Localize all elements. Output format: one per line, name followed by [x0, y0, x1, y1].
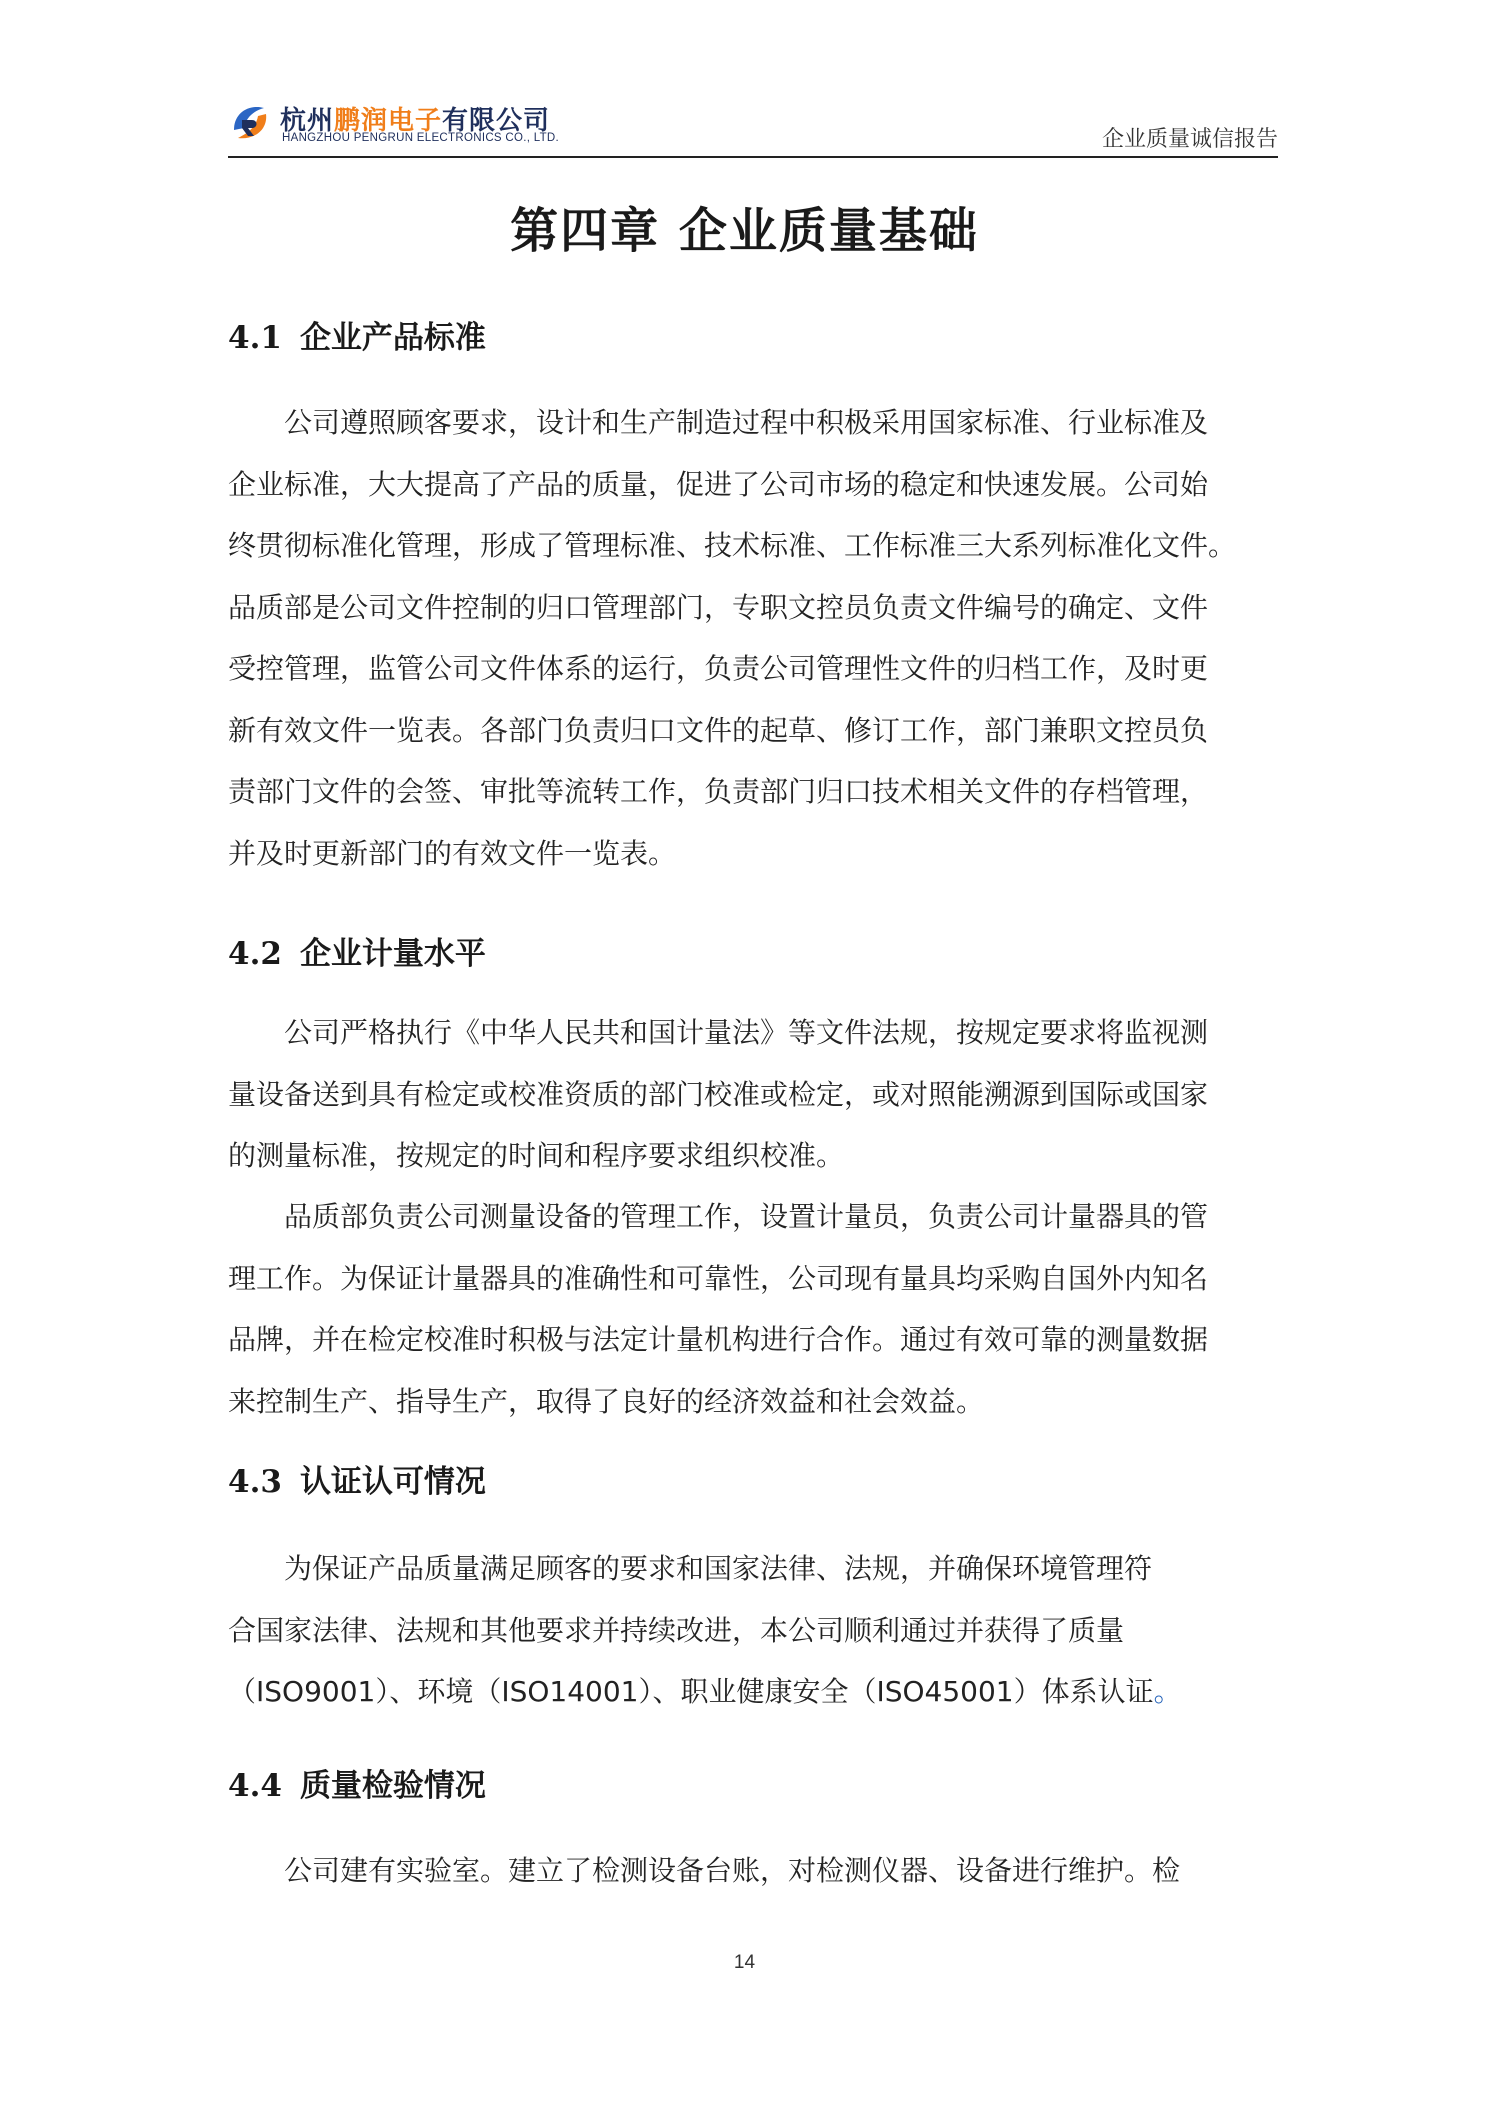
section-heading-4-1 [228, 312, 486, 357]
paragraph-line: 品质部负责公司测量设备的管理工作，设置计量员，负责公司计量器具的管 [284, 1200, 1209, 1233]
section-heading-4-2 [228, 928, 486, 973]
section-number: 4.3 [228, 1464, 282, 1500]
paragraph-line: 公司遵照顾客要求，设计和生产制造过程中积极采用国家标准、行业标准及 [284, 406, 1209, 439]
paragraph-line: 的测量标准，按规定的时间和程序要求组织校准。 [228, 1139, 845, 1172]
section-number: 4.1 [228, 320, 282, 356]
paragraph-line: 终贯彻标准化管理，形成了管理标准、技术标准、工作标准三大系列标准化文件。 [228, 529, 1237, 562]
trailing-period: 。 [1153, 1675, 1182, 1708]
paragraph-line: 受控管理，监管公司文件体系的运行，负责公司管理性文件的归档工作，及时更 [228, 652, 1209, 685]
paragraph-line: 并及时更新部门的有效文件一览表。 [228, 836, 677, 870]
certification-text: （ISO9001）、环境（ISO14001）、职业健康安全（ISO45001）体系认证 [228, 1675, 1154, 1708]
section-heading-4-3 [228, 1456, 486, 1501]
section-title: 企业产品标准 [299, 320, 486, 356]
paragraph-line: 责部门文件的会签、审批等流转工作，负责部门归口技术相关文件的存档管理， [228, 775, 1209, 808]
paragraph-line: 理工作。为保证计量器具的准确性和可靠性，公司现有量具均采购自国外内知名 [228, 1261, 1209, 1295]
paragraph-line: 合国家法律、法规和其他要求并持续改进，本公司顺利通过并获得了质量 [228, 1613, 1125, 1647]
section-4-2-paragraph-2 [228, 1186, 1278, 1432]
company-name-cn-part3: 有限公司 [442, 106, 551, 136]
page-header [228, 96, 1278, 158]
section-number: 4.2 [228, 936, 282, 972]
section-4-1-paragraph [228, 392, 1278, 884]
company-name-cn-part1: 杭州 [280, 106, 335, 136]
section-4-2-paragraph-1 [228, 1002, 1278, 1187]
section-title: 认证认可情况 [299, 1464, 486, 1500]
section-4-4-paragraph [228, 1840, 1278, 1902]
page-number: 14 [733, 1952, 756, 1973]
paragraph-line: 新有效文件一览表。各部门负责归口文件的起草、修订工作，部门兼职文控员负 [228, 713, 1209, 747]
paragraph-line: 公司严格执行《中华人民共和国计量法》等文件法规，按规定要求将监视测 [284, 1016, 1209, 1049]
paragraph-line: 量设备送到具有检定或校准资质的部门校准或检定，或对照能溯源到国际或国家 [228, 1077, 1209, 1111]
company-logo-icon [228, 100, 272, 144]
report-title: 企业质量诚信报告 [1101, 127, 1278, 152]
company-name-cn-part2: 鹏润电子 [334, 106, 443, 136]
section-4-3-paragraph [228, 1538, 1278, 1723]
company-name-en: HANGZHOU PENGRUN ELECTRONICS CO., LTD. [282, 132, 559, 144]
paragraph-line: 公司建有实验室。建立了检测设备台账，对检测仪器、设备进行维护。检 [284, 1854, 1181, 1887]
section-heading-4-4 [228, 1760, 486, 1805]
section-title: 企业计量水平 [299, 936, 486, 972]
header-divider [228, 156, 1278, 158]
section-title: 质量检验情况 [299, 1768, 486, 1804]
section-number: 4.4 [228, 1768, 282, 1804]
chapter-title: 第四章 企业质量基础 [510, 203, 979, 259]
paragraph-line: 品牌，并在检定校准时积极与法定计量机构进行合作。通过有效可靠的测量数据 [228, 1323, 1209, 1356]
paragraph-line: 企业标准，大大提高了产品的质量，促进了公司市场的稳定和快速发展。公司始 [228, 467, 1209, 501]
paragraph-line [228, 1661, 1278, 1723]
paragraph-line: 品质部是公司文件控制的归口管理部门，专职文控员负责文件编号的确定、文件 [228, 590, 1209, 624]
paragraph-line: 来控制生产、指导生产，取得了良好的经济效益和社会效益。 [228, 1384, 985, 1418]
paragraph-line: 为保证产品质量满足顾客的要求和国家法律、法规，并确保环境管理符 [284, 1552, 1153, 1585]
